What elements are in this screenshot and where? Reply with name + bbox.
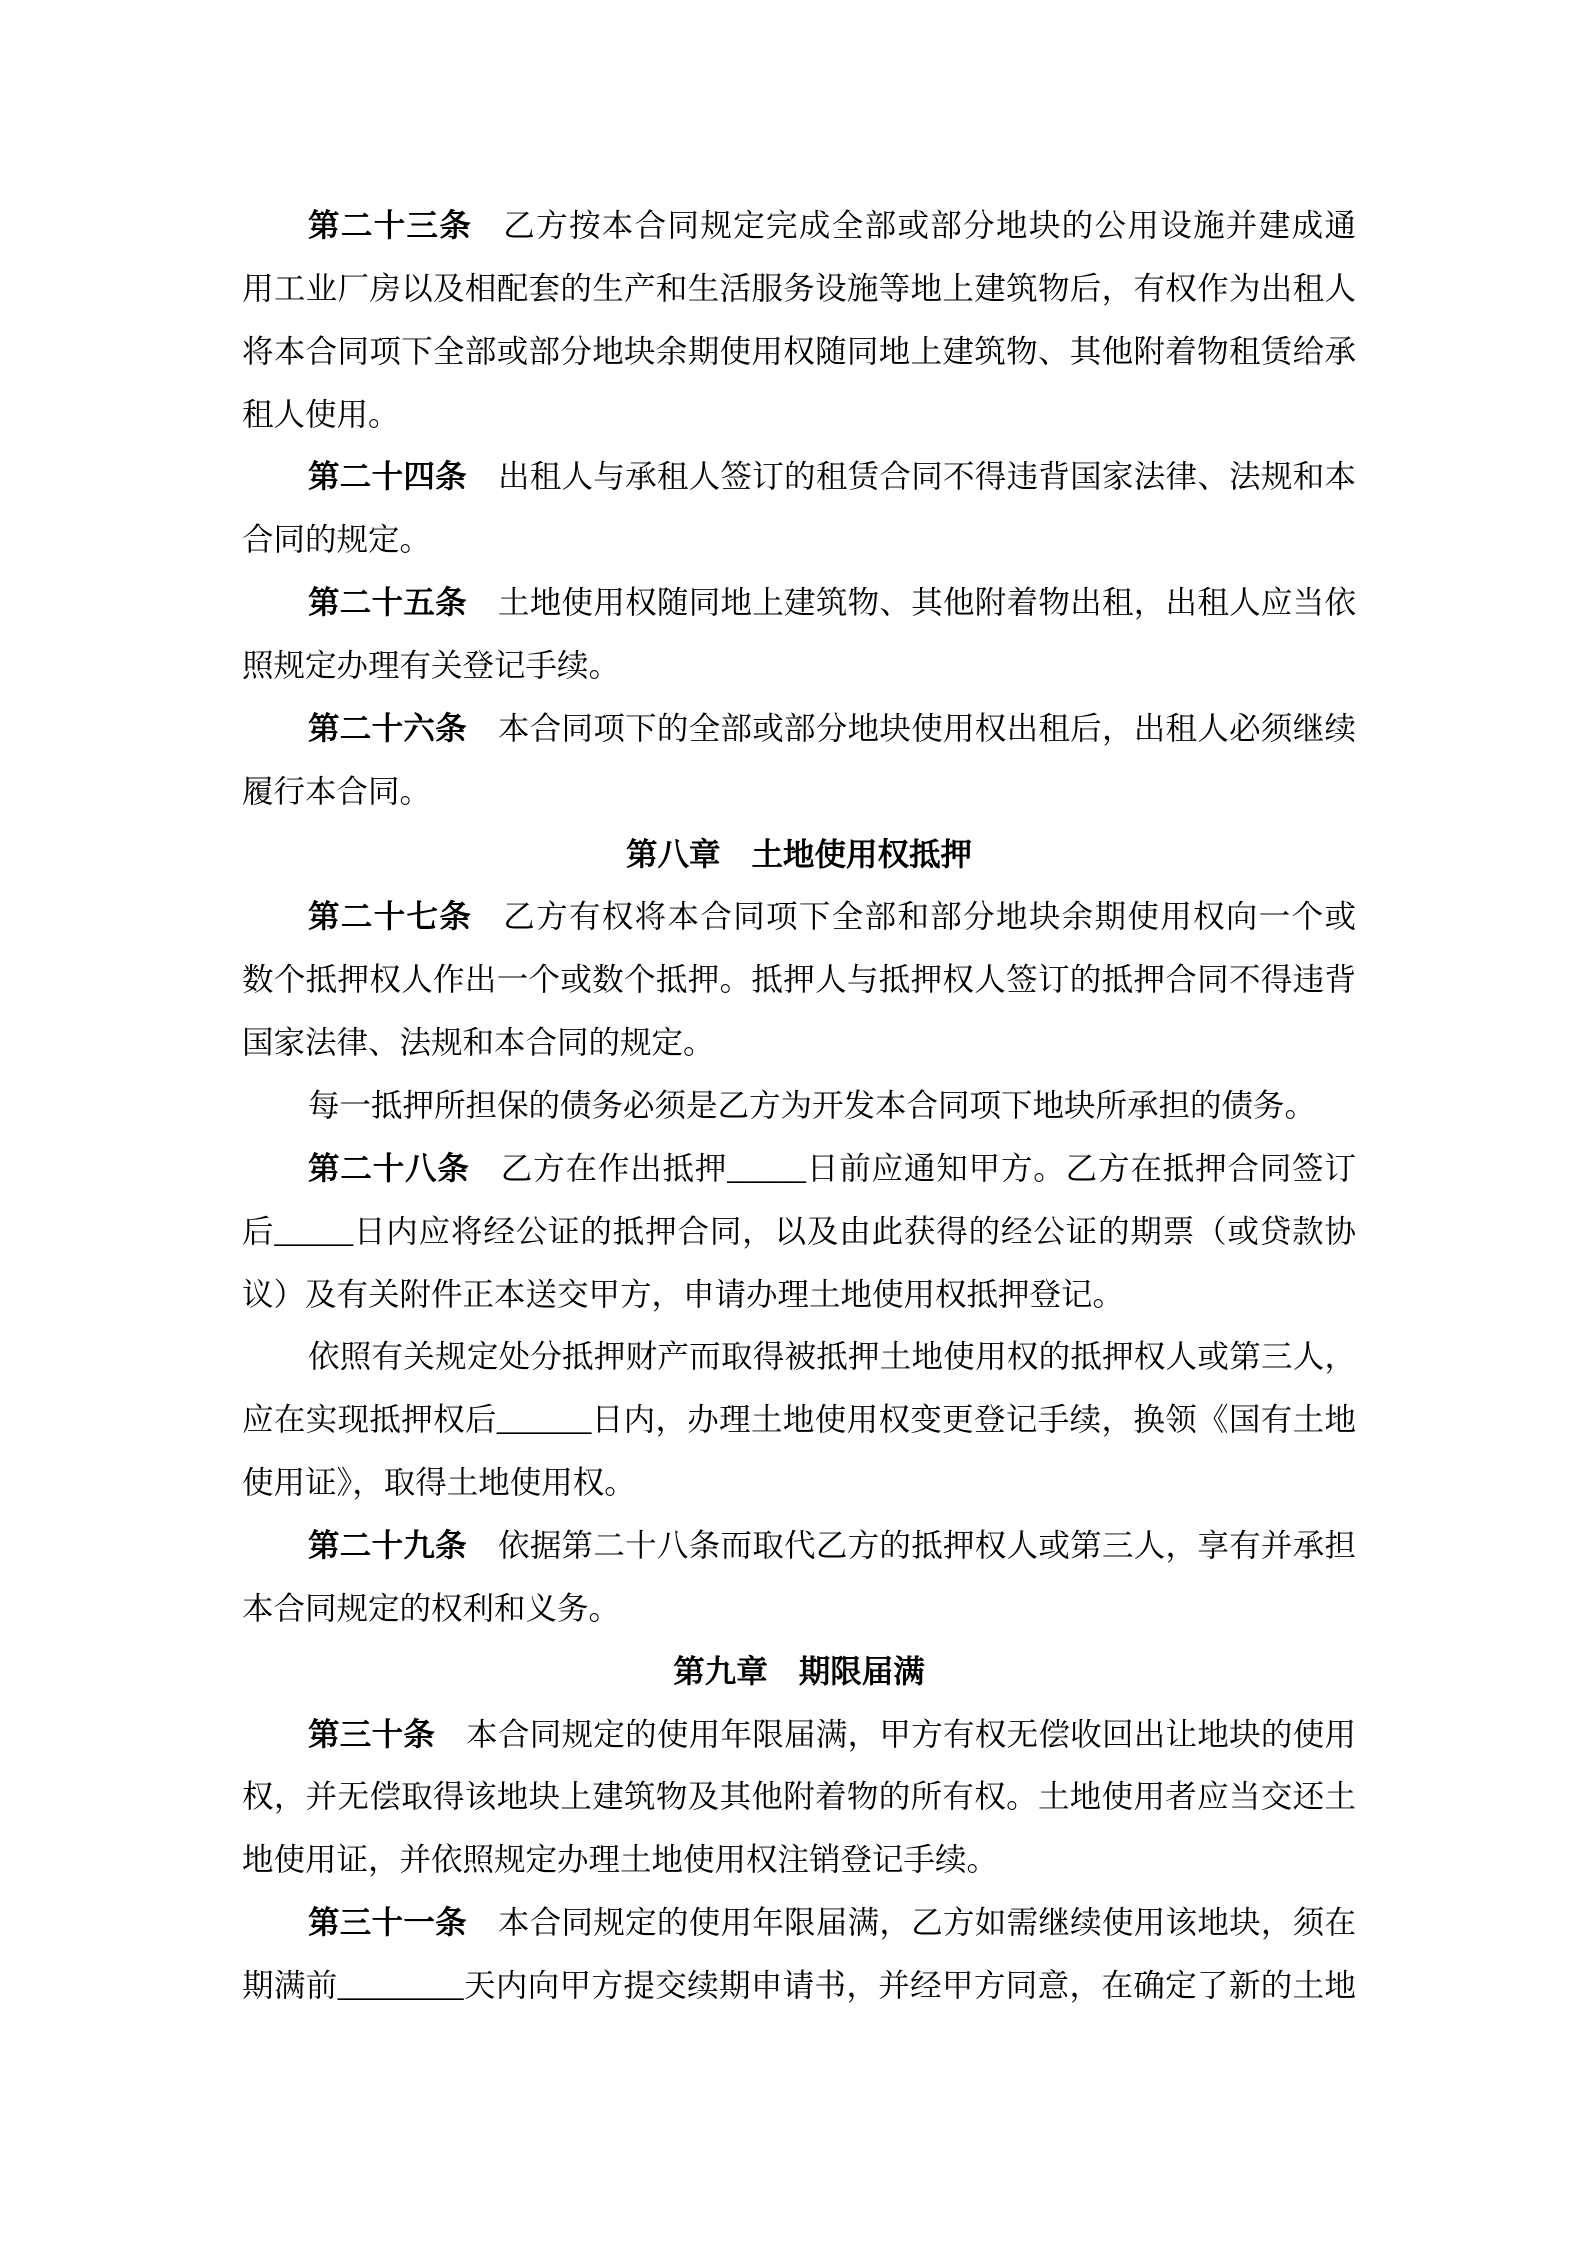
text-line [242, 1452, 1356, 1515]
line-text: 使用证》，取得土地使用权。 [242, 1465, 636, 1501]
text-line [242, 384, 1356, 447]
line-text: 地使用证，并依照规定办理土地使用权注销登记手续。 [242, 1842, 999, 1878]
article-23 [242, 195, 1356, 446]
chapter-title: 土地使用权抵押 [751, 836, 973, 872]
line-text: 本合同规定的使用年限届满，乙方如需继续使用该地块，须在 [497, 1905, 1356, 1941]
text-line [242, 1955, 1356, 2018]
line-text: 照规定办理有关登记手续。 [242, 648, 621, 684]
line-text: 期满前________天内向甲方提交续期申请书，并经甲方同意，在确定了新的土地 [242, 1968, 1356, 2004]
line-text: 履行本合同。 [242, 773, 432, 809]
line-text: 应在实现抵押权后______日内，办理土地使用权变更登记手续，换领《国有土地 [242, 1402, 1356, 1438]
chapter-number: 第九章 [673, 1653, 768, 1689]
article-25 [242, 572, 1356, 698]
text-line [242, 1389, 1356, 1452]
text-line [242, 1012, 1356, 1075]
text-line [242, 446, 1356, 509]
text-line [242, 635, 1356, 698]
line-text: 依照有关规定处分抵押财产而取得被抵押土地使用权的抵押权人或第三人， [308, 1339, 1356, 1375]
article-30 [242, 1704, 1356, 1893]
text-line [242, 572, 1356, 635]
article-number: 第二十五条 [308, 585, 467, 621]
line-text: 乙方有权将本合同项下全部和部分地块余期使用权向一个或 [503, 899, 1356, 935]
article-number: 第二十七条 [308, 899, 473, 935]
chapter-heading [242, 824, 1356, 887]
line-text: 本合同项下的全部或部分地块使用权出租后，出租人必须继续 [497, 710, 1356, 746]
line-text: 议）及有关附件正本送交甲方，申请办理土地使用权抵押登记。 [242, 1276, 1125, 1312]
text-line [242, 1326, 1356, 1389]
text-line [242, 1264, 1356, 1327]
paragraph [242, 1075, 1356, 1138]
line-text: 乙方在作出抵押_____日前应通知甲方。乙方在抵押合同签订 [500, 1150, 1356, 1186]
line-text: 合同的规定。 [242, 522, 432, 558]
article-27 [242, 886, 1356, 1075]
line-text: 将本合同项下全部或部分地块余期使用权随同地上建筑物、其他附着物租赁给承 [242, 333, 1356, 369]
text-line [242, 1515, 1356, 1578]
article-26 [242, 698, 1356, 824]
line-text: 出租人与承租人签订的租赁合同不得违背国家法律、法规和本 [497, 459, 1356, 495]
text-line [242, 886, 1356, 949]
text-line [242, 1578, 1356, 1641]
line-text: 本合同规定的权利和义务。 [242, 1590, 621, 1626]
text-line [242, 1075, 1356, 1138]
line-text: 权，并无偿取得该地块上建筑物及其他附着物的所有权。土地使用者应当交还土 [242, 1779, 1356, 1815]
line-text: 国家法律、法规和本合同的规定。 [242, 1025, 715, 1061]
line-text: 每一抵押所担保的债务必须是乙方为开发本合同项下地块所承担的债务。 [308, 1088, 1317, 1124]
chapter-heading [242, 1641, 1356, 1704]
line-text: 数个抵押权人作出一个或数个抵押。抵押人与抵押权人签订的抵押合同不得违背 [242, 962, 1356, 998]
article-29 [242, 1515, 1356, 1641]
line-text: 本合同规定的使用年限届满，甲方有权无偿收回出让地块的使用 [466, 1716, 1356, 1752]
line-text: 土地使用权随同地上建筑物、其他附着物出租，出租人应当依 [497, 585, 1356, 621]
article-24 [242, 446, 1356, 572]
article-number: 第二十四条 [308, 459, 467, 495]
document-body [242, 195, 1356, 2018]
text-line [242, 1201, 1356, 1264]
text-line [242, 1138, 1356, 1201]
chapter-title: 期限届满 [798, 1653, 925, 1689]
line-text: 乙方按本合同规定完成全部或部分地块的公用设施并建成通 [503, 208, 1356, 243]
text-line [242, 1829, 1356, 1892]
text-line [242, 258, 1356, 321]
article-31 [242, 1892, 1356, 2018]
article-number: 第二十九条 [308, 1528, 467, 1564]
text-line [242, 195, 1356, 258]
text-line [242, 321, 1356, 384]
text-line [242, 761, 1356, 824]
article-number: 第二十八条 [308, 1150, 470, 1186]
chapter-number: 第八章 [625, 836, 721, 872]
text-line [242, 698, 1356, 761]
text-line [242, 509, 1356, 572]
text-line [242, 1704, 1356, 1767]
article-number: 第三十一条 [308, 1905, 467, 1941]
line-text: 租人使用。 [242, 396, 400, 432]
paragraph [242, 1326, 1356, 1515]
text-line [242, 949, 1356, 1012]
text-line [242, 1892, 1356, 1955]
text-line [242, 1766, 1356, 1829]
line-text: 用工业厂房以及相配套的生产和生活服务设施等地上建筑物后，有权作为出租人 [242, 270, 1356, 306]
article-number: 第三十条 [308, 1716, 436, 1752]
article-number: 第二十三条 [308, 208, 473, 243]
article-number: 第二十六条 [308, 710, 467, 746]
line-text: 依据第二十八条而取代乙方的抵押权人或第三人，享有并承担 [497, 1528, 1356, 1564]
line-text: 后_____日内应将经公证的抵押合同，以及由此获得的经公证的期票（或贷款协 [242, 1213, 1356, 1249]
article-28 [242, 1138, 1356, 1327]
